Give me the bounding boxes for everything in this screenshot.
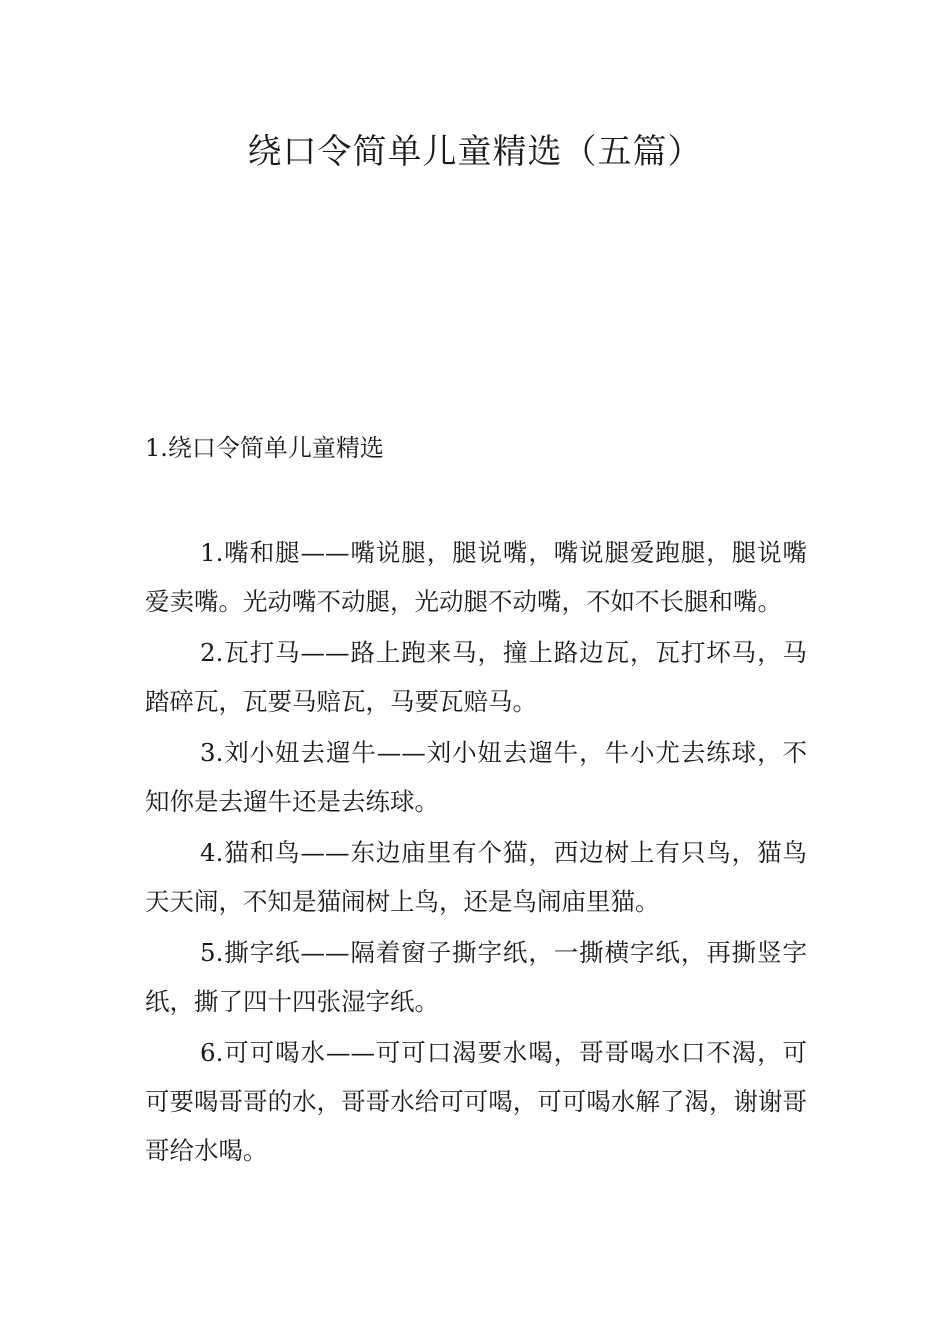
section-heading: 1.绕口令简单儿童精选 xyxy=(145,434,384,462)
paragraph-4: 4.猫和鸟——东边庙里有个猫，西边树上有只鸟，猫鸟天天闹，不知是猫闹树上鸟，还是鸟闹庙里猫。 xyxy=(145,838,807,916)
paragraph-1: 1.嘴和腿——嘴说腿，腿说嘴，嘴说腿爱跑腿，腿说嘴爱卖嘴。光动嘴不动腿，光动腿不动嘴，不如不长腿和嘴。 xyxy=(145,538,807,616)
paragraph-6: 6.可可喝水——可可口渴要水喝，哥哥喝水口不渴，可可要喝哥哥的水，哥哥水给可可喝，可可喝水解了渴，谢谢哥哥给水喝。 xyxy=(145,1038,807,1165)
document-body xyxy=(145,528,807,1177)
paragraph-3: 3.刘小妞去遛牛——刘小妞去遛牛，牛小尤去练球，不知你是去遛牛还是去练球。 xyxy=(145,738,807,816)
document-title: 绕口令简单儿童精选（五篇） xyxy=(247,132,703,172)
paragraph-5: 5.撕字纸——隔着窗子撕字纸，一撕横字纸，再撕竖字纸，撕了四十四张湿字纸。 xyxy=(145,938,807,1016)
paragraph-2: 2.瓦打马——路上跑来马，撞上路边瓦，瓦打坏马，马踏碎瓦，瓦要马赔瓦，马要瓦赔马。 xyxy=(145,638,807,716)
